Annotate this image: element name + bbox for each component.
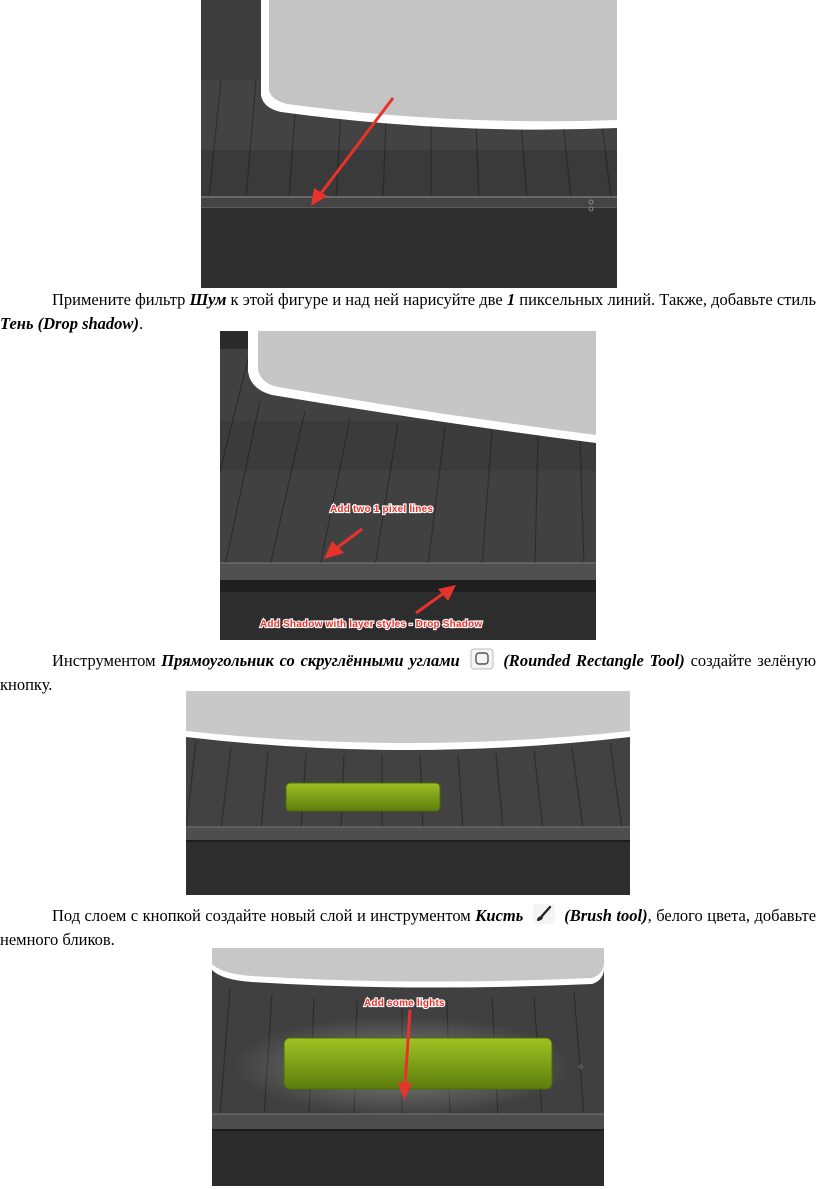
instruction-paragraph-1: Примените фильтр Шум к этой фигуре и над ней нарисуйте две 1 пиксельных линий. Также, добавьте стиль Тень (Drop shadow). — [0, 290, 816, 333]
screenshot-3 — [186, 691, 630, 895]
instruction-paragraph-2: Инструментом Прямоугольник со скруглёнными углами (Rounded Rectangle Tool) создайте зелёную кнопку. — [0, 648, 816, 697]
brush-icon — [532, 903, 556, 925]
annotation-lights: Add some lights — [364, 998, 445, 1009]
screenshot-2-canvas — [220, 331, 596, 640]
svg-text:✧: ✧ — [577, 1063, 585, 1073]
screenshot-4-canvas — [212, 948, 604, 1186]
screenshot-1 — [201, 0, 617, 288]
screenshot-4 — [212, 948, 604, 1186]
noise-filter-name: Шум — [189, 290, 227, 309]
annotation-lines: Add two 1 pixel lines — [330, 504, 434, 515]
green-button-shape — [284, 1038, 552, 1089]
rounded-rect-tool-name: Прямоугольник со скруглёнными углами — [161, 651, 460, 670]
screenshot-2 — [220, 331, 596, 640]
annotation-shadow: Add Shadow with layer styles - Drop Shadow — [260, 619, 483, 630]
instruction-paragraph-3: Под слоем с кнопкой создайте новый слой и инструментом Кисть (Brush tool), белого цвета, добавьте немного бликов. — [0, 903, 816, 952]
screenshot-3-canvas — [186, 691, 630, 895]
drop-shadow-style-name: Тень (Drop shadow) — [0, 314, 139, 333]
rounded-rectangle-icon — [470, 648, 494, 670]
screenshot-1-canvas — [201, 0, 617, 288]
brush-tool-name: Кисть — [475, 906, 524, 925]
green-button-shape — [286, 783, 440, 811]
